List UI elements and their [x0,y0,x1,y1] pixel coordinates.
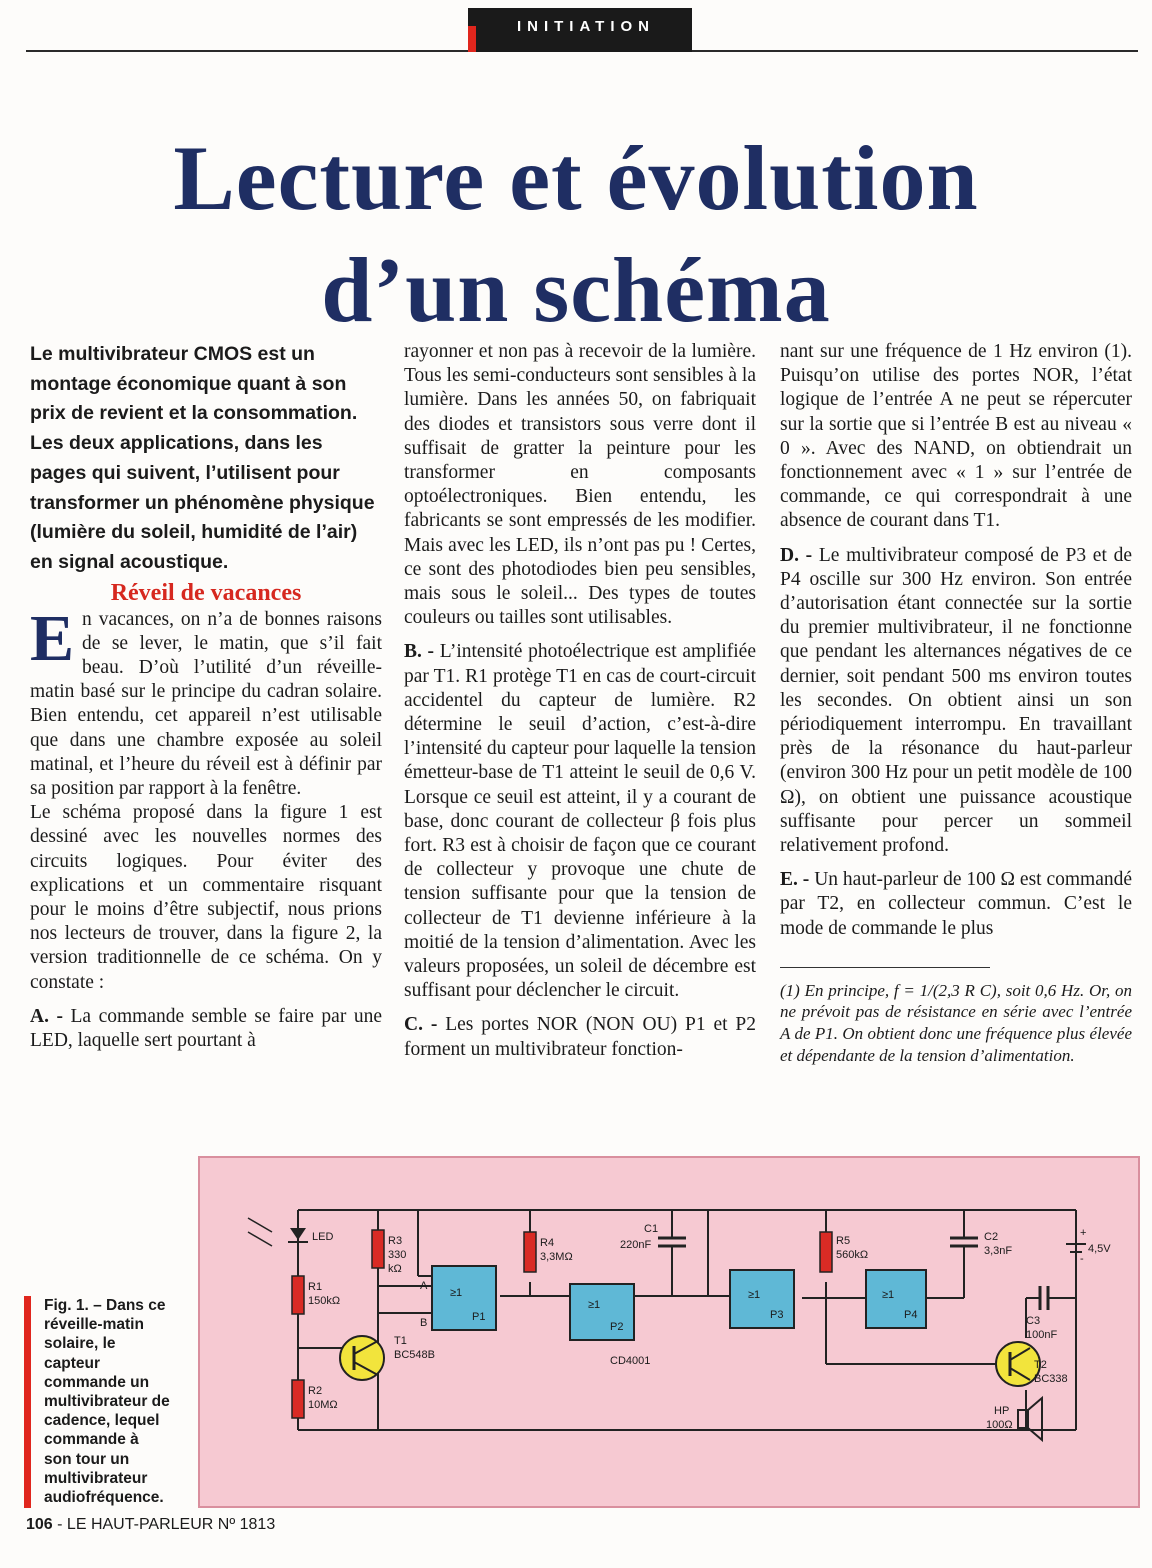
svg-text:B: B [420,1317,428,1329]
svg-text:BC338: BC338 [1034,1373,1068,1385]
point-a: A. - La commande semble se faire par une LED, laquelle sert pourtant à [30,1005,383,1052]
svg-text:P4: P4 [904,1309,918,1321]
title-line-2: d’un schéma [321,239,831,341]
svg-text:+: + [1080,1227,1087,1239]
svg-text:R1: R1 [308,1281,323,1293]
title-line-1: Lecture et évolution [173,127,979,229]
point-c: C. - Les portes NOR (NON OU) P1 et P2 forment un multivibrateur fonction- [404,1014,756,1060]
svg-text:3,3MΩ: 3,3MΩ [540,1251,573,1263]
section-tag-label: INITIATION [516,18,656,35]
svg-text:≥1: ≥1 [450,1287,463,1299]
figure-caption: Fig. 1. – Dans ce réveille-matin solaire, le capteur commande un multivibrateur de cadence, lequel commande à son tour un multivibrateur audiofréquence. [44,1297,170,1507]
figure-schematic [198,1156,1140,1508]
lead-paragraph: Le multivibrateur CMOS est un montage économique quant à son prix de revient et la consommation. Les deux applications, dans les pages qui suivent, l’utilisent pour transformer un phénomène physique (lumière du soleil, humidité de l’air) en signal acoustique. [30,343,375,573]
point-d: D. - Le multivibrateur composé de P3 et de P4 oscille sur 300 Hz environ. Son entrée d’autorisation étant connectée sur la sortie du premier multivibrateur, il ne fonctionne que pendant les alternances négatives de ce dernier, soit pendant 500 ms environ toutes les secondes. On obtient ainsi un son périodiquement interrompu. En travaillant près de la résonance du haut-parleur (environ 300 Hz pour un petit modèle de 100 Ω), on obtient une puissance acoustique suffisante pour percer un sommeil relativement profond. [780,544,1132,857]
svg-text:R3: R3 [388,1235,403,1247]
col1-paragraph-2: Le schéma proposé dans la figure 1 est dessiné avec les nouvelles normes des circuits logiques. Pour éviter des explications et un commentaire risquant pour le moins d’être subjectif, nous prions nos lecteurs de trouver, dans la figure 2, la version traditionnelle de ce schéma. On y constate : [30,802,382,993]
footnote-rule [780,967,990,968]
svg-text:4,5V: 4,5V [1088,1243,1111,1255]
schematic-diagram [200,1158,1138,1506]
column-3 [780,340,1132,1066]
svg-text:100nF: 100nF [1026,1329,1058,1341]
svg-text:P3: P3 [770,1309,784,1321]
col2-paragraph-1: rayonner et non pas à recevoir de la lumière. Tous les semi-conducteurs sont sensibles à la lumière. Dans les années 50, on fabriquait des diodes et transistors sous verre dont il suffisait de gratter la peinture pour les transformer en composants optoélectroniques. Bien entendu, les fabricants se sont empressés de les modifier. Mais avec les LED, ils n’ont pas pu ! Certes, ce sont des photodiodes bien peu sensibles, mais sous le soleil... Des types de toutes couleurs ou tailles sont utilisables. [404,341,756,629]
svg-text:kΩ: kΩ [388,1263,402,1275]
svg-text:P1: P1 [472,1311,486,1323]
svg-text:150kΩ: 150kΩ [308,1295,341,1307]
gate-p1 [432,1266,496,1330]
caption-bar [24,1296,31,1508]
svg-text:A: A [420,1280,428,1292]
svg-text:R5: R5 [836,1235,851,1247]
section-tag-accent [468,26,476,52]
svg-text:LED: LED [312,1231,334,1243]
point-e: E. - Un haut-parleur de 100 Ω est commandé par T2, en collecteur commun. C’est le mode de commande le plus [780,869,1133,939]
page-folio: 106 - LE HAUT-PARLEUR Nº 1813 [26,1516,276,1533]
transistor-t1-icon [340,1336,384,1380]
svg-text:330: 330 [388,1249,407,1261]
svg-text:220nF: 220nF [620,1239,652,1251]
col3-paragraph-1: nant sur une fréquence de 1 Hz environ (1). Puisqu’on utilise des portes NOR, l’état logique de l’entrée A ne peut se répercuter sur la sortie que si l’entrée B est au niveau « 0 ». Avec des NAND, on obtiendrait un fonctionnement avec « 1 » sur l’entrée de commande, ce qui correspondrait à une absence de courant dans T1. [780,341,1132,532]
svg-text:3,3nF: 3,3nF [984,1245,1013,1257]
speaker-icon [1018,1398,1042,1440]
svg-text:HP: HP [994,1405,1010,1417]
svg-text:C1: C1 [644,1223,659,1235]
column-1 [30,340,382,1053]
gate-p2 [570,1284,634,1340]
svg-text:T2: T2 [1034,1359,1047,1371]
svg-text:≥1: ≥1 [748,1289,761,1301]
svg-text:100Ω: 100Ω [986,1419,1013,1431]
subhead: Réveil de vacances [110,579,302,606]
svg-text:≥1: ≥1 [882,1289,895,1301]
svg-text:C2: C2 [984,1231,999,1243]
svg-text:10MΩ: 10MΩ [308,1399,338,1411]
point-b: B. - L’intensité photoélectrique est amplifiée par T1. R1 protège T1 en cas de court-circuit accidentel du capteur de lumière. R2 détermine le seuil d’action, c’est-à-dire l’intensité du capteur pour laquelle la tension émetteur-base de T1 atteint le seuil de 0,6 V. Lorsque ce seuil est atteint, il y a courant de base, donc courant de collecteur β fois plus fort. R3 est à choisir de façon que ce courant de collecteur y provoque une chute de tension suffisante pour que la tension de collecteur de T1 devienne inférieure à la moitié de la tension d’alimentation. Avec les valeurs proposées, un soleil de décembre est suffisant pour déclencher le circuit. [404,641,756,1002]
svg-text:C3: C3 [1026,1315,1041,1327]
svg-text:CD4001: CD4001 [610,1355,651,1367]
svg-text:R4: R4 [540,1237,555,1249]
col1-paragraph-1: En vacances, on n’a de bonnes raisons de se lever, le matin, que s’il fait beau. D’où l’utilité d’un réveille-matin basé sur le principe du cadran solaire. Bien entendu, cet appareil n’est utilisable que dans une chambre exposée au soleil matinal, et l’heure du réveil est à définir par sa position par rapport à la fenêtre. [30,601,382,800]
svg-text:BC548B: BC548B [394,1349,435,1361]
page-title [60,122,1092,346]
gate-p3 [730,1270,794,1328]
svg-text:P2: P2 [610,1321,624,1333]
svg-text:≥1: ≥1 [588,1299,601,1311]
footnote: (1) En principe, f = 1/(2,3 R C), soit 0,6 Hz. Or, on ne prévoit pas de résistance en série avec l’entrée A de P1. On obtient donc une fréquence plus élevée et dépendante de la tension d’alimentation. [780,980,1132,1065]
svg-text:560kΩ: 560kΩ [836,1249,869,1261]
svg-text:-: - [1080,1253,1084,1265]
svg-text:T1: T1 [394,1335,407,1347]
svg-text:R2: R2 [308,1385,323,1397]
drop-cap: E [30,601,75,675]
column-2 [404,340,756,1062]
